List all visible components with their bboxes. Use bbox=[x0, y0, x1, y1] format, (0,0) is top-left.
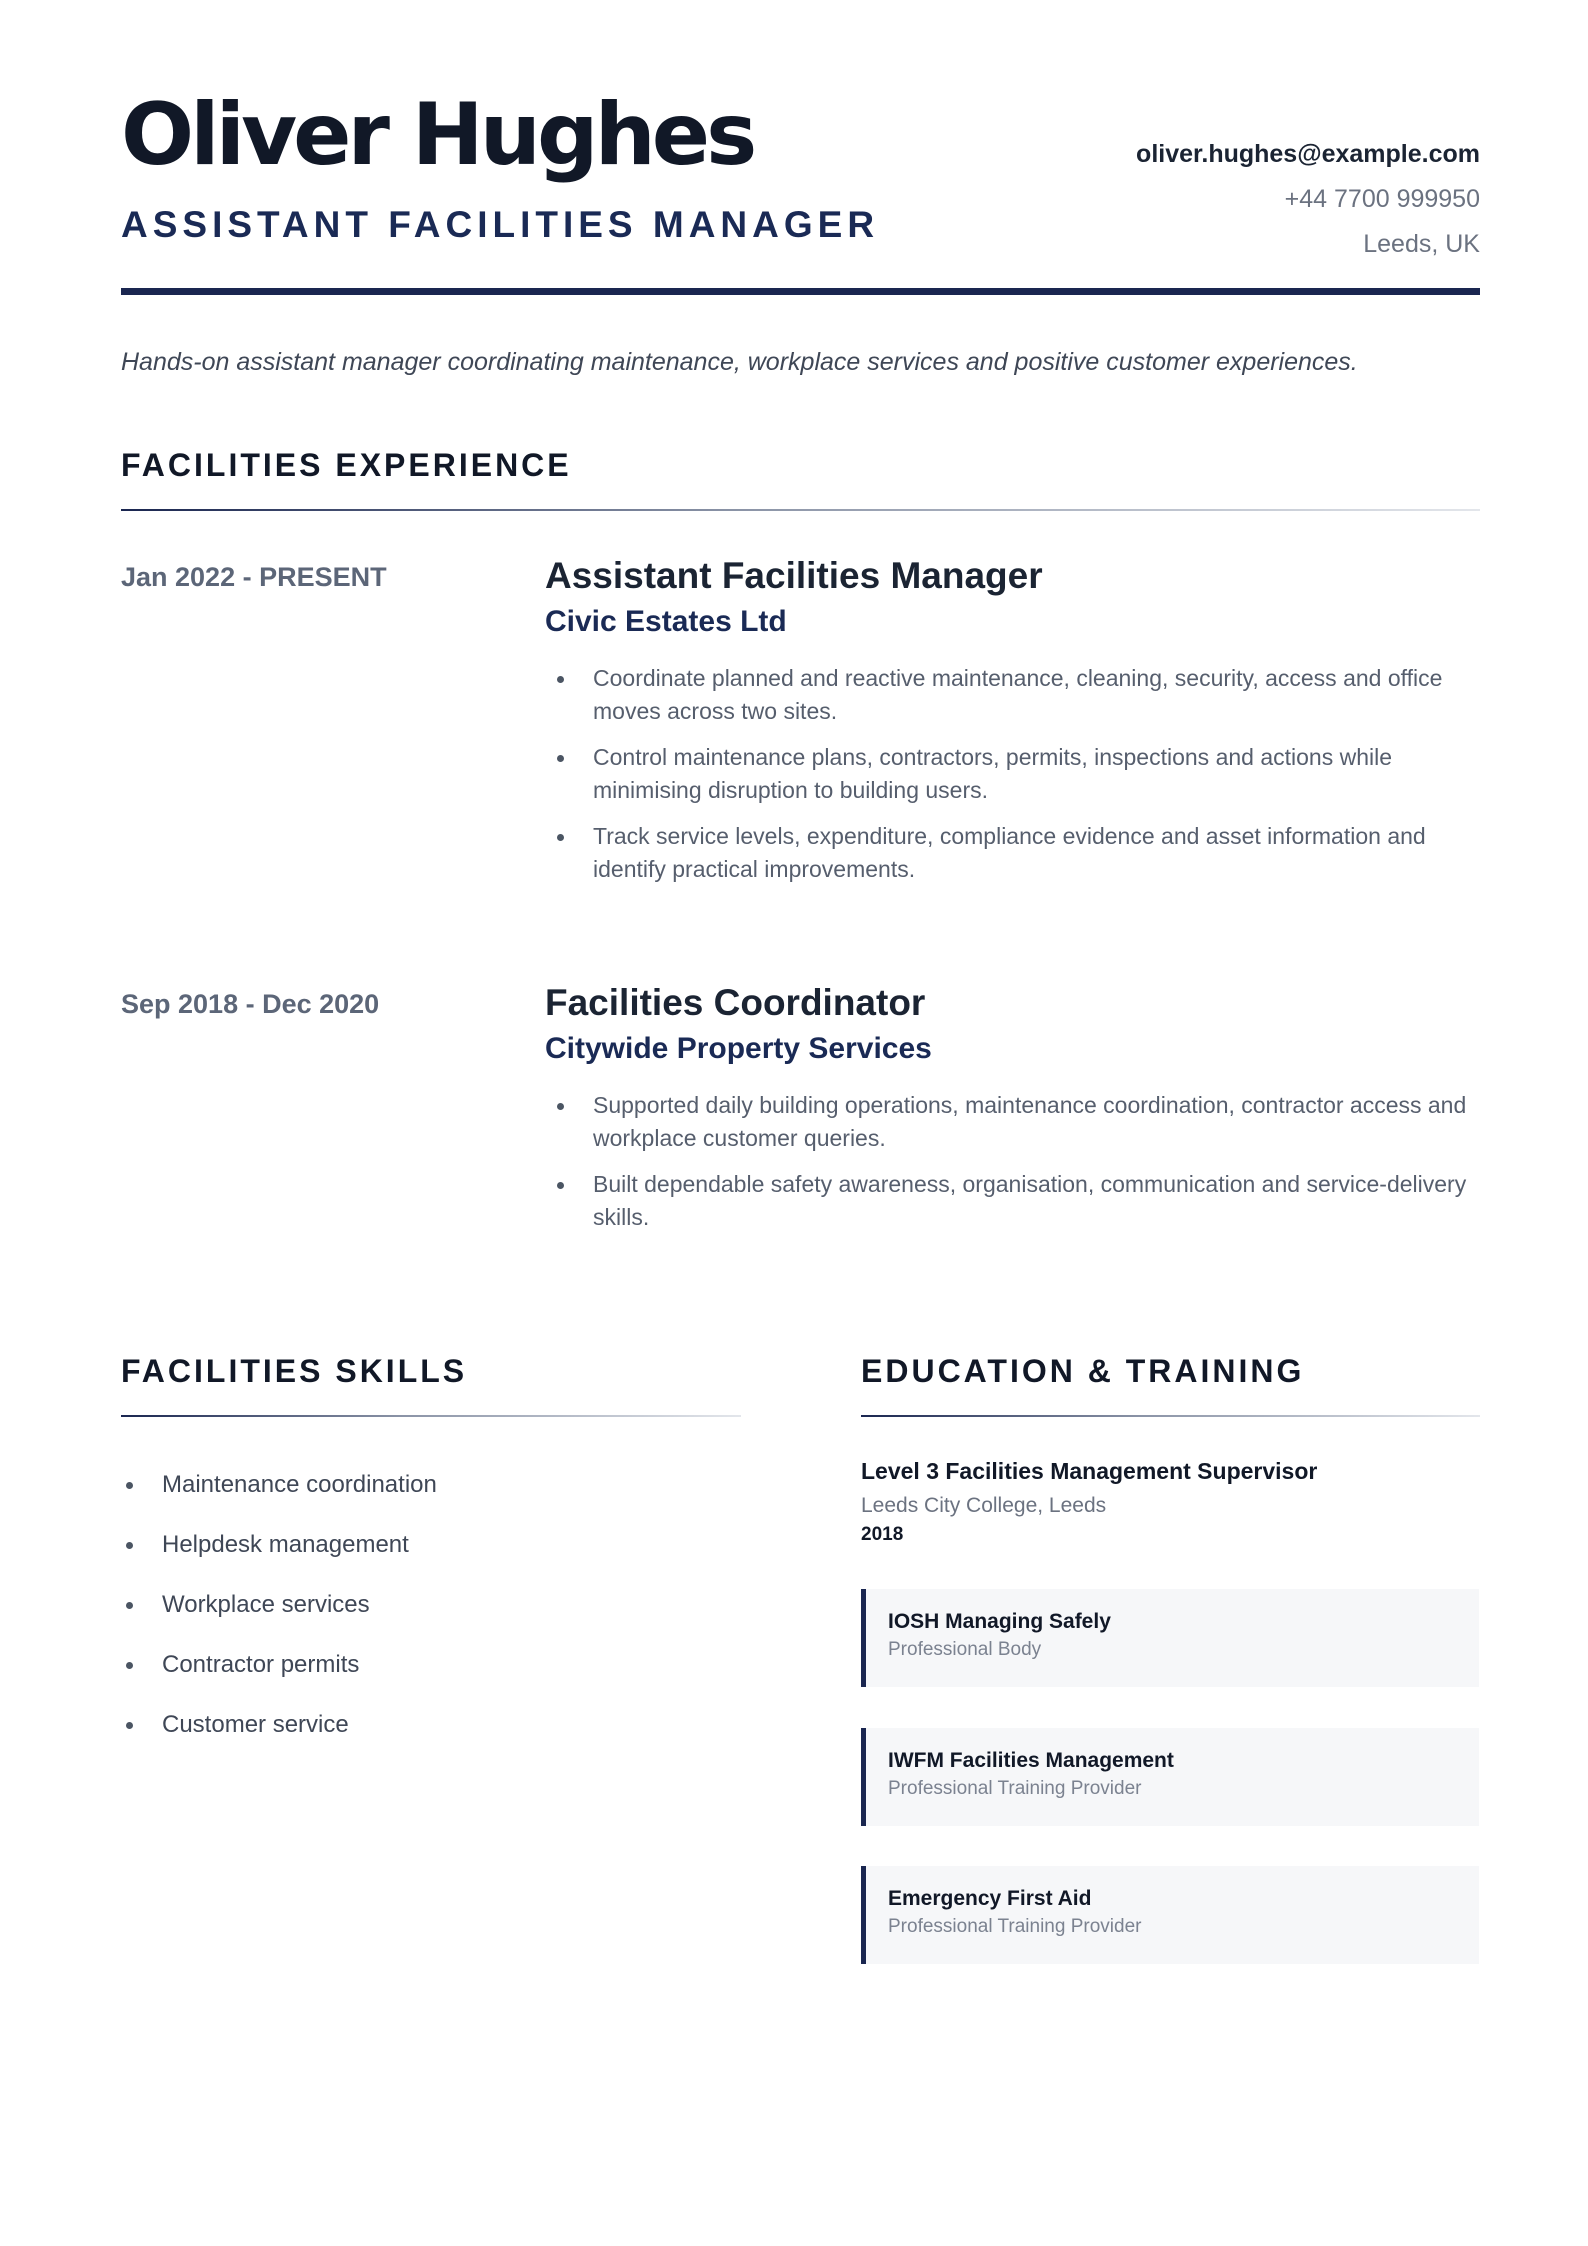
education-entry bbox=[861, 1458, 1317, 1547]
skill-item: Helpdesk management bbox=[121, 1515, 437, 1575]
job-date: Jan 2022 - PRESENT bbox=[121, 562, 387, 592]
job-date: Sep 2018 - Dec 2020 bbox=[121, 989, 380, 1019]
contact-info bbox=[1136, 132, 1480, 267]
contact-phone: +44 7700 999950 bbox=[1284, 185, 1480, 213]
qualification-title: Level 3 Facilities Management Supervisor bbox=[861, 1458, 1318, 1484]
experience-divider bbox=[121, 509, 1480, 511]
bullet-icon bbox=[126, 1662, 133, 1669]
bullet-icon bbox=[126, 1542, 133, 1549]
experience-heading: FACILITIES EXPERIENCE bbox=[121, 447, 572, 483]
qualification-year: 2018 bbox=[861, 1523, 904, 1545]
bullet-icon bbox=[126, 1722, 133, 1729]
profile-summary: Hands-on assistant manager coordinating maintenance, workplace services and positive customer experiences. bbox=[121, 348, 1358, 376]
bullet-icon bbox=[126, 1482, 133, 1489]
bullet-icon bbox=[126, 1602, 133, 1609]
certification-provider: Professional Training Provider bbox=[888, 1916, 1142, 1938]
job-entry bbox=[545, 554, 1480, 899]
certification-title: Emergency First Aid bbox=[888, 1887, 1092, 1910]
skill-item: Workplace services bbox=[121, 1575, 437, 1635]
certification-title: IOSH Managing Safely bbox=[888, 1610, 1111, 1633]
contact-location: Leeds, UK bbox=[1363, 230, 1480, 258]
certification-card bbox=[861, 1866, 1479, 1964]
job-title: ASSISTANT FACILITIES MANAGER bbox=[121, 204, 880, 245]
certification-provider: Professional Training Provider bbox=[888, 1778, 1142, 1800]
qualification-institution: Leeds City College, Leeds bbox=[861, 1493, 1107, 1517]
skills-list bbox=[121, 1455, 437, 1755]
bullet-icon bbox=[557, 834, 564, 841]
skill-item: Contractor permits bbox=[121, 1635, 437, 1695]
job-bullets bbox=[545, 662, 1480, 886]
skill-item: Maintenance coordination bbox=[121, 1455, 437, 1515]
candidate-name: Oliver Hughes bbox=[121, 85, 754, 185]
job-bullet: Coordinate planned and reactive maintenance, cleaning, security, access and office moves across two sites. bbox=[545, 662, 1480, 728]
certification-card bbox=[861, 1589, 1479, 1687]
education-heading: EDUCATION & TRAINING bbox=[861, 1353, 1305, 1389]
job-bullet: Control maintenance plans, contractors, permits, inspections and actions while minimising disruption to building users. bbox=[545, 741, 1480, 807]
job-company: Citywide Property Services bbox=[545, 1032, 932, 1066]
job-bullet: Built dependable safety awareness, organisation, communication and service-delivery skills. bbox=[545, 1168, 1480, 1234]
job-bullet: Track service levels, expenditure, compliance evidence and asset information and identify practical improvements. bbox=[545, 820, 1480, 886]
job-entry bbox=[545, 981, 1480, 1247]
bullet-icon bbox=[557, 676, 564, 683]
job-position: Assistant Facilities Manager bbox=[545, 555, 1043, 596]
bullet-icon bbox=[557, 1103, 564, 1110]
bullet-icon bbox=[557, 1182, 564, 1189]
bullet-icon bbox=[557, 755, 564, 762]
certification-title: IWFM Facilities Management bbox=[888, 1749, 1174, 1772]
contact-email[interactable]: oliver.hughes@example.com bbox=[1136, 140, 1480, 168]
certification-card bbox=[861, 1728, 1479, 1826]
header-divider bbox=[121, 288, 1480, 295]
skill-item: Customer service bbox=[121, 1695, 437, 1755]
certification-provider: Professional Body bbox=[888, 1639, 1042, 1661]
job-position: Facilities Coordinator bbox=[545, 982, 926, 1023]
skills-divider bbox=[121, 1415, 741, 1417]
job-bullets bbox=[545, 1089, 1480, 1234]
job-company: Civic Estates Ltd bbox=[545, 605, 787, 639]
job-bullet: Supported daily building operations, maintenance coordination, contractor access and workplace customer queries. bbox=[545, 1089, 1480, 1155]
education-divider bbox=[861, 1415, 1480, 1417]
skills-heading: FACILITIES SKILLS bbox=[121, 1353, 468, 1389]
